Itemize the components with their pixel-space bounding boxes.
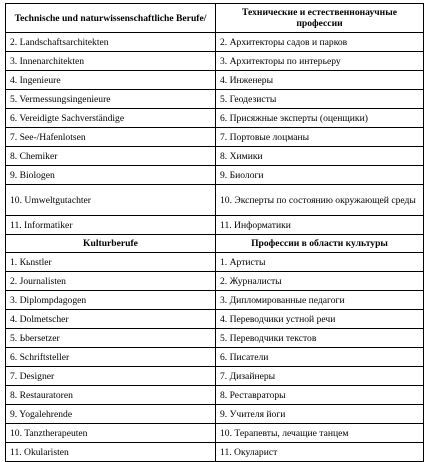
cell-left: 4. Dolmetscher (6, 310, 216, 329)
table-row (6, 90, 424, 109)
cell-left: 7. Designer (6, 367, 216, 386)
cell-left: 2. Journalisten (6, 272, 216, 291)
cell-right: 1. Артисты (216, 253, 424, 272)
table-row (6, 386, 424, 405)
cell-left: 6. Schriftsteller (6, 348, 216, 367)
cell-right: 9. Учителя йоги (216, 405, 424, 424)
section1-header-right: Технические и естественнонаучные профессии (216, 4, 424, 33)
cell-left: 6. Vereidigte Sachverständige (6, 109, 216, 128)
cell-right: 11. Информатики (216, 216, 424, 235)
table-row (6, 443, 424, 462)
section2-header-left: Kulturberufe (6, 235, 216, 253)
cell-right: 6. Писатели (216, 348, 424, 367)
table-row (6, 128, 424, 147)
cell-left: 3. Diplomрdagogen (6, 291, 216, 310)
cell-left: 5. Vermessungsingenieure (6, 90, 216, 109)
cell-left: 5. Ьbersetzer (6, 329, 216, 348)
cell-right: 8. Реставраторы (216, 386, 424, 405)
cell-right: 2. Архитекторы садов и парков (216, 33, 424, 52)
table-row (6, 405, 424, 424)
section2-header-right: Профессии в области культуры (216, 235, 424, 253)
cell-right: 8. Химики (216, 147, 424, 166)
cell-right: 10. Терапевты, лечащие танцем (216, 424, 424, 443)
cell-right: 6. Присяжные эксперты (оценщики) (216, 109, 424, 128)
cell-left: 9. Yogalehrende (6, 405, 216, 424)
cell-right: 10. Эксперты по состоянию окружающей среды (216, 185, 424, 216)
cell-right: 4. Инженеры (216, 71, 424, 90)
cell-left: 2. Landschaftsarchitekten (6, 33, 216, 52)
table-row (6, 216, 424, 235)
cell-left: 4. Ingenieure (6, 71, 216, 90)
cell-left: 1. Кьnstler (6, 253, 216, 272)
cell-left: 9. Biologen (6, 166, 216, 185)
cell-right: 7. Дизайнеры (216, 367, 424, 386)
cell-left: 3. Innenarchitekten (6, 52, 216, 71)
table-row (6, 147, 424, 166)
cell-left: 7. See-/Hafenlotsen (6, 128, 216, 147)
table-row (6, 291, 424, 310)
cell-left: 11. Informatiker (6, 216, 216, 235)
cell-right: 7. Портовые лоцманы (216, 128, 424, 147)
cell-right: 5. Геодезисты (216, 90, 424, 109)
table-row (6, 424, 424, 443)
cell-right: 11. Окуларист (216, 443, 424, 462)
table-row (6, 71, 424, 90)
cell-left: 11. Okularisten (6, 443, 216, 462)
professions-table (5, 3, 424, 462)
table-row (6, 109, 424, 128)
table-row (6, 310, 424, 329)
cell-left: 10. Tanztherapeuten (6, 424, 216, 443)
cell-left: 8. Chemiker (6, 147, 216, 166)
table-row (6, 185, 424, 216)
cell-right: 3. Архитекторы по интерьеру (216, 52, 424, 71)
cell-left: 8. Restauratoren (6, 386, 216, 405)
cell-right: 4. Переводчики устной речи (216, 310, 424, 329)
cell-right: 9. Биологи (216, 166, 424, 185)
table-row (6, 272, 424, 291)
table-row (6, 348, 424, 367)
table-row (6, 329, 424, 348)
section2-header-row (6, 235, 424, 253)
section1-header-row (6, 4, 424, 33)
table-row (6, 166, 424, 185)
table-row (6, 253, 424, 272)
cell-right: 3. Дипломированные педагоги (216, 291, 424, 310)
section1-header-left: Technische und naturwissenschaftliche Berufe/ (6, 4, 216, 33)
cell-right: 5. Переводчики текстов (216, 329, 424, 348)
table-row (6, 33, 424, 52)
cell-left: 10. Umweltgutachter (6, 185, 216, 216)
table-row (6, 52, 424, 71)
cell-right: 2. Журналисты (216, 272, 424, 291)
table-row (6, 367, 424, 386)
